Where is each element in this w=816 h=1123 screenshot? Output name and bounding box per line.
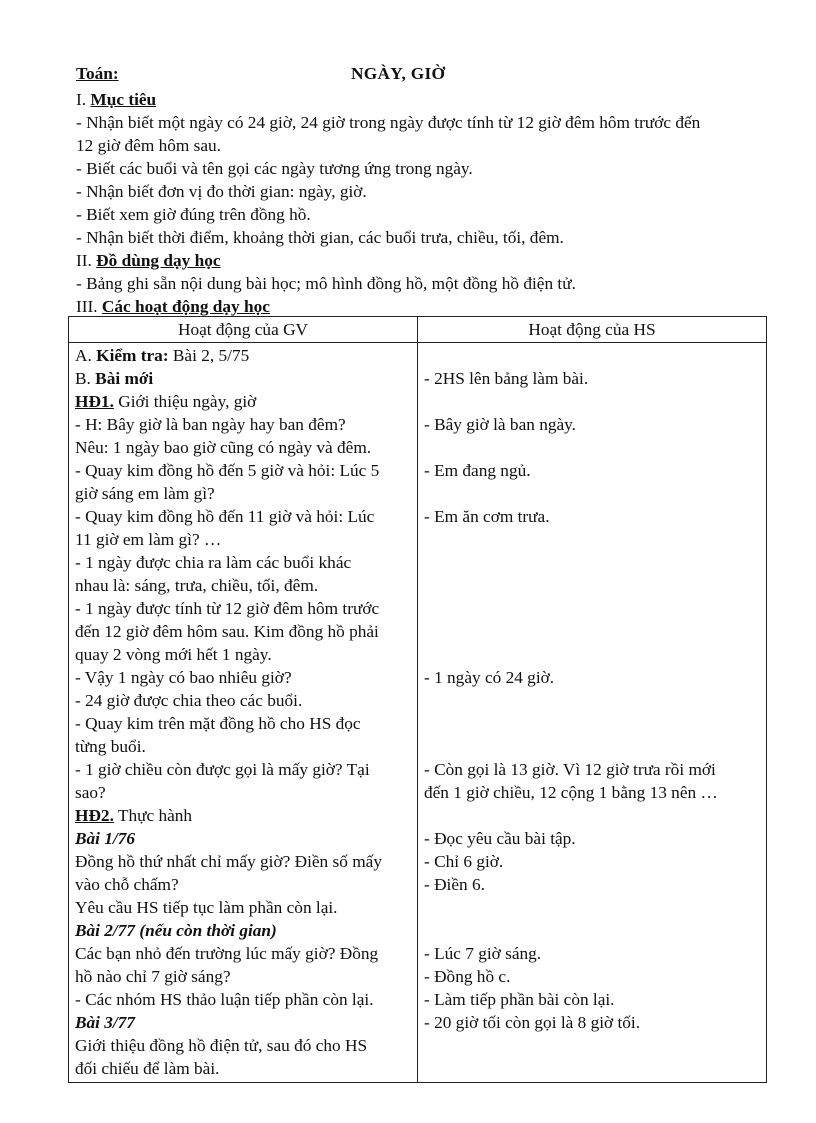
teacher-line: giờ sáng em làm gì? — [75, 484, 215, 503]
student-line: - Em đang ngủ. — [424, 461, 531, 480]
teacher-line: Yêu cầu HS tiếp tục làm phần còn lại. — [75, 898, 338, 917]
table-row — [69, 343, 767, 1083]
objective-line: 12 giờ đêm hôm sau. — [76, 136, 221, 155]
materials-line: - Bảng ghi sẵn nội dung bài học; mô hình đồng hồ, một đồng hồ điện tử. — [76, 274, 576, 293]
section-objectives-heading — [76, 88, 766, 111]
section-heading: Đồ dùng dạy học — [96, 251, 221, 270]
teacher-line: - 1 ngày được chia ra làm các buổi khác — [75, 553, 352, 572]
student-activities-cell — [418, 343, 767, 1083]
teacher-line: - 1 ngày được tính từ 12 giờ đêm hôm trước — [75, 599, 380, 618]
teacher-line: - Quay kim đồng hồ đến 5 giờ và hỏi: Lúc 5 — [75, 461, 380, 480]
page-title: NGÀY, GIỜ — [351, 64, 446, 83]
objective-line: - Biết xem giờ đúng trên đồng hồ. — [76, 205, 311, 224]
title-row — [76, 62, 766, 88]
activities-table — [68, 316, 767, 1083]
teacher-line: sao? — [75, 783, 106, 802]
student-line: - Điền 6. — [424, 875, 485, 894]
column-header-teacher: Hoạt động của GV — [69, 317, 418, 343]
teacher-line: - 1 giờ chiều còn được gọi là mấy giờ? Tại — [75, 760, 370, 779]
lesson-plan — [76, 62, 766, 318]
student-line: - 1 ngày có 24 giờ. — [424, 668, 555, 687]
student-line: đến 1 giờ chiều, 12 cộng 1 bằng 13 nên … — [424, 783, 718, 802]
section-activities-heading — [76, 295, 766, 318]
teacher-line: - Quay kim trên mặt đồng hồ cho HS đọc — [75, 714, 361, 733]
objective-line: - Nhận biết đơn vị đo thời gian: ngày, giờ. — [76, 182, 367, 201]
teacher-line: vào chỗ chấm? — [75, 875, 179, 894]
activity-1-heading: HĐ1. Giới thiệu ngày, giờ — [75, 392, 257, 411]
teacher-line: 11 giờ em làm gì? … — [75, 530, 222, 549]
new-lesson-line: B. Bài mới — [75, 369, 154, 388]
activity-2-heading: HĐ2. Thực hành — [75, 806, 193, 825]
teacher-line: - Vậy 1 ngày có bao nhiêu giờ? — [75, 668, 292, 687]
teacher-line: Nêu: 1 ngày bao giờ cũng có ngày và đêm. — [75, 438, 372, 457]
teacher-activities-cell — [69, 343, 418, 1083]
teacher-line: Đồng hồ thứ nhất chỉ mấy giờ? Điền số mấy — [75, 852, 382, 871]
student-line: - Em ăn cơm trưa. — [424, 507, 550, 526]
objective-line: - Nhận biết thời điểm, khoảng thời gian, các buổi trưa, chiều, tối, đêm. — [76, 228, 564, 247]
student-line: - Đồng hồ c. — [424, 967, 511, 986]
exercise-1-heading: Bài 1/76 — [75, 829, 136, 848]
section-heading: Mục tiêu — [90, 90, 157, 109]
objective-line: - Biết các buổi và tên gọi các ngày tương ứng trong ngày. — [76, 159, 473, 178]
teacher-line: đến 12 giờ đêm hôm sau. Kim đồng hồ phải — [75, 622, 379, 641]
teacher-line: đối chiếu để làm bài. — [75, 1059, 220, 1078]
section-heading: Các hoạt động dạy học — [101, 297, 270, 316]
student-line: - Đọc yêu cầu bài tập. — [424, 829, 576, 848]
student-line: - Lúc 7 giờ sáng. — [424, 944, 542, 963]
teacher-line: - H: Bây giờ là ban ngày hay ban đêm? — [75, 415, 346, 434]
section-materials-heading — [76, 249, 766, 272]
student-line: - 2HS lên bảng làm bài. — [424, 369, 589, 388]
teacher-line: nhau là: sáng, trưa, chiều, tối, đêm. — [75, 576, 319, 595]
student-line: - Làm tiếp phần bài còn lại. — [424, 990, 615, 1009]
teacher-line: Giới thiệu đồng hồ điện tử, sau đó cho HS — [75, 1036, 368, 1055]
teacher-line: - 24 giờ được chia theo các buổi. — [75, 691, 303, 710]
student-line: - Còn gọi là 13 giờ. Vì 12 giờ trưa rồi mới — [424, 760, 716, 779]
table-header-row — [69, 317, 767, 343]
teacher-line: hồ nào chỉ 7 giờ sáng? — [75, 967, 231, 986]
section-number: III. — [76, 297, 102, 316]
student-line: - Bây giờ là ban ngày. — [424, 415, 576, 434]
section-number: I. — [76, 90, 91, 109]
column-header-student: Hoạt động của HS — [418, 317, 767, 343]
teacher-line: quay 2 vòng mới hết 1 ngày. — [75, 645, 272, 664]
teacher-line: từng buổi. — [75, 737, 146, 756]
exercise-2-heading: Bài 2/77 (nếu còn thời gian) — [75, 921, 277, 940]
student-line: - Chỉ 6 giờ. — [424, 852, 504, 871]
teacher-line: Các bạn nhỏ đến trường lúc mấy giờ? Đồng — [75, 944, 379, 963]
teacher-line: - Các nhóm HS thảo luận tiếp phần còn lại. — [75, 990, 374, 1009]
check-line: A. Kiểm tra: Bài 2, 5/75 — [75, 346, 250, 365]
exercise-3-heading: Bài 3/77 — [75, 1013, 136, 1032]
student-line: - 20 giờ tối còn gọi là 8 giờ tối. — [424, 1013, 641, 1032]
section-number: II. — [76, 251, 97, 270]
subject-label: Toán: — [76, 64, 119, 83]
teacher-line: - Quay kim đồng hồ đến 11 giờ và hỏi: Lúc — [75, 507, 375, 526]
objective-line: - Nhận biết một ngày có 24 giờ, 24 giờ trong ngày được tính từ 12 giờ đêm hôm trước đến — [76, 113, 701, 132]
